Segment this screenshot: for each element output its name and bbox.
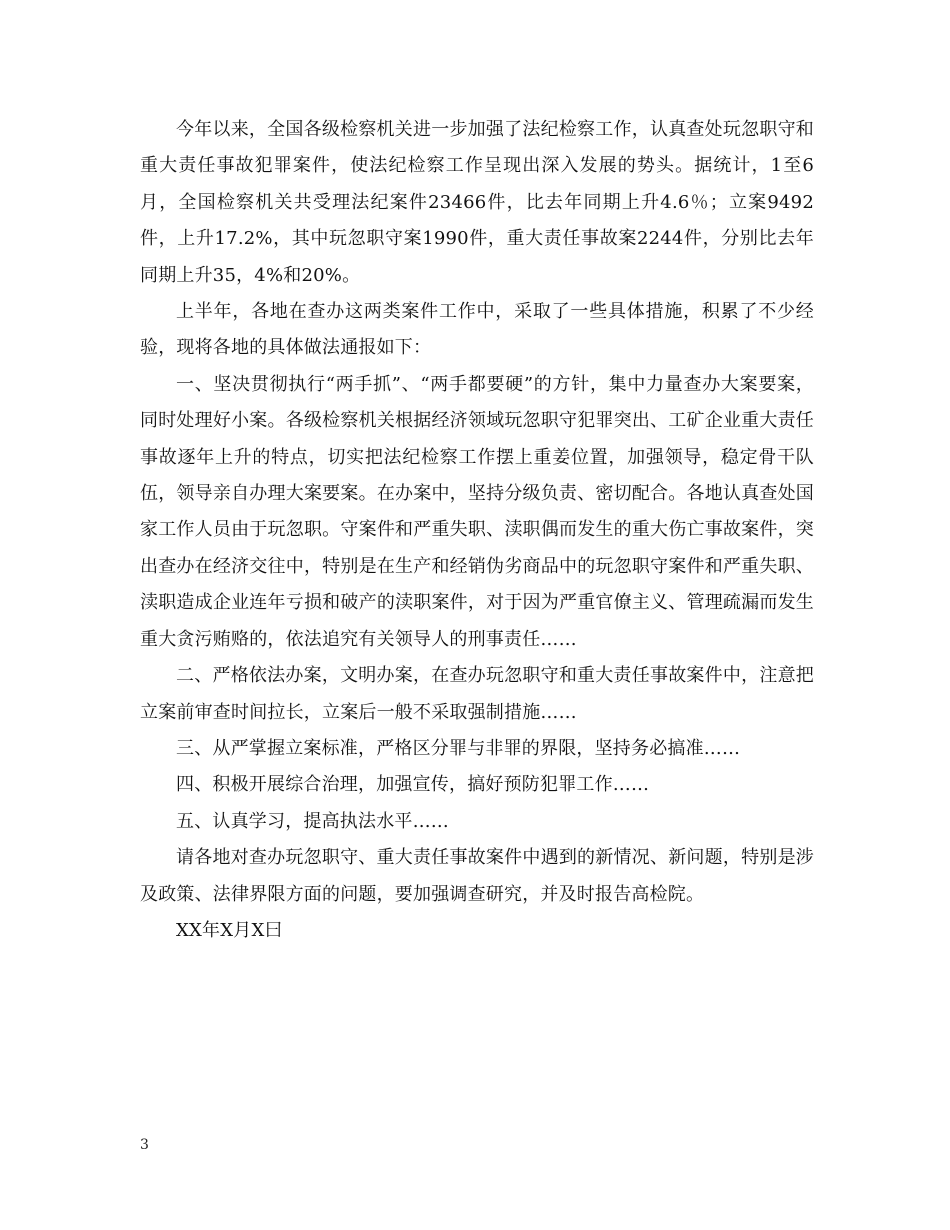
paragraph-item-three: 三、从严掌握立案标准，严格区分罪与非罪的界限，坚持务必搞准…… (176, 737, 741, 759)
paragraph-intro-statistics: 今年以来，全国各级检察机关进一步加强了法纪检察工作，认真查处玩忽职守和重大责任事故犯罪案件，使法纪检察工作呈现出深入发展的势头。据统计，1至6月，全国检察机关共受理法纪案件23466件，比去年同期上升4.6％；立案9492件，上升17.2%，其中玩忽职守案1990件，重大责任事故案2244件，分别比去年同期上升35，4%和20%。 (140, 119, 814, 286)
paragraph-closing-request: 请各地对查办玩忽职守、重大责任事故案件中遇到的新情况、新问题，特别是涉及政策、法律界限方面的问题，要加强调查研究，并及时报告高检院。 (140, 847, 814, 905)
paragraph-first-half-summary: 上半年，各地在查办这两类案件工作中，采取了一些具体措施，积累了不少经验，现将各地的具体做法通报如下： (140, 301, 814, 359)
paragraph-item-one: 一、坚决贯彻执行“两手抓”、“两手都要硬”的方针，集中力量查办大案要案，同时处理好小案。各级检察机关根据经济领域玩忽职守犯罪突出、工矿企业重大责任事故逐年上升的特点，切实把法纪检察工作摆上重姜位置，加强领导，稳定骨干队伍，领导亲自办理大案要案。在办案中，坚持分级负责、密切配合。各地认真查处国家工作人员由于玩忽职。守案件和严重失职、渎职偶而发生的重大伤亡事故案件，突出查办在经济交往中，特别是在生产和经销伪劣商品中的玩忽职守案件和严重失职、渎职造成企业连年亏损和破产的渎职案件，对于因为严重官僚主义、管理疏漏而发生重大贪污贿赂的，依法追究有关领导人的刑事责任…… (140, 373, 814, 650)
paragraph-date-line: XX年X月X曰 (176, 919, 283, 941)
paragraph-item-four: 四、积极开展综合治理，加强宣传，搞好预防犯罪工作…… (176, 774, 650, 796)
page-number: 3 (140, 1137, 149, 1153)
document-body (140, 112, 814, 949)
paragraph-item-two: 二、严格依法办案，文明办案，在查办玩忽职守和重大责任事故案件中，注意把立案前审查时间拉长，立案后一般不采取强制措施…… (140, 665, 814, 723)
paragraph-item-five: 五、认真学习，提高执法水平…… (176, 810, 449, 832)
